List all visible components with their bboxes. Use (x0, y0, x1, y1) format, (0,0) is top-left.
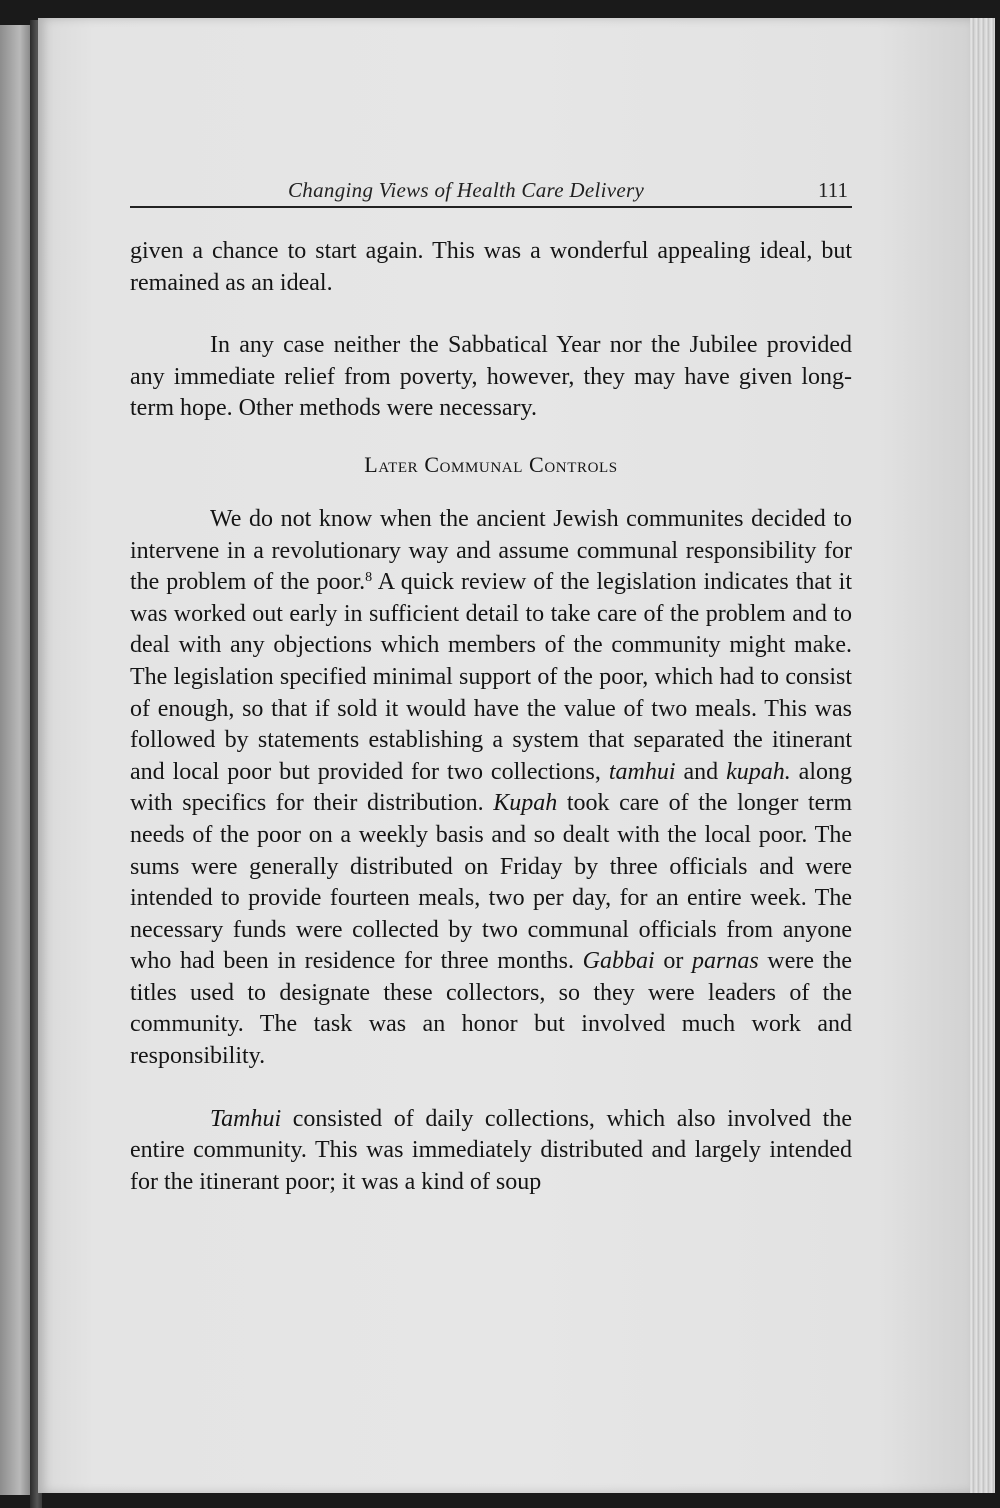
term-parnas: parnas (692, 948, 759, 975)
p4-text: consisted of daily collections, which also involved the entire community. This was immediately distributed and largely intended for the itinerant poor; it was a kind of soup (130, 1105, 852, 1195)
p3-and: and (675, 758, 727, 785)
p3-text-d: took care of the longer term needs of the poor on a weekly basis and so dealt with the local poor. The sums were generally distributed on Friday by three officials and were intended to provide fourteen meals, two per day, for an entire week. The necessary funds were collected by two communal officials from anyone who had been in residence for three months. (130, 790, 852, 975)
term-tamhui-cap: Tamhui (210, 1105, 282, 1132)
page-body (130, 236, 852, 1198)
term-gabbai: Gabbai (582, 948, 655, 975)
paragraph-3 (130, 504, 852, 1073)
paragraph-4 (130, 1104, 852, 1199)
page-header (130, 176, 852, 208)
term-kupah-cap: Kupah (493, 790, 558, 817)
section-heading: Later Communal Controls (364, 451, 618, 477)
running-title: Changing Views of Health Care Delivery (288, 178, 645, 202)
p3-text-a: We do not know when the ancient Jewish communites decided to intervene in a revolutionary way and assume communal responsibility for the problem of the poor. (130, 505, 852, 596)
p3-text-e: were the titles used to designate these collectors, so they were leaders of the community. The task was an honor but involved much work and responsibility. (130, 948, 852, 1070)
paragraph-1: given a chance to start again. This was a wonderful appealing ideal, but remained as an ideal. (130, 238, 852, 296)
paragraph-2: In any case neither the Sabbatical Year nor the Jubilee provided any immediate relief from poverty, however, they may have given long-term hope. Other methods were necessary. (130, 332, 852, 422)
p3-or: or (654, 948, 692, 975)
term-kupah: kupah. (726, 758, 791, 785)
page-number: 111 (818, 178, 848, 202)
p3-text-b: A quick review of the legislation indicates that it was worked out early in sufficient detail to take care of the problem and to deal with any objections which members of the community might make. The legislation specified minimal support of the poor, which had to consist of enough, so that if sold it would have the value of two meals. This was followed by statements establishing a system that separated the itinerant and local poor but provided for two collections, (130, 569, 852, 785)
p3-text-c: along with specifics for their distribution. (130, 758, 853, 817)
footnote-ref: 8 (365, 570, 373, 586)
paragraph-gap (130, 1073, 852, 1104)
paragraph-gap (130, 299, 852, 330)
term-tamhui: tamhui (608, 758, 676, 785)
